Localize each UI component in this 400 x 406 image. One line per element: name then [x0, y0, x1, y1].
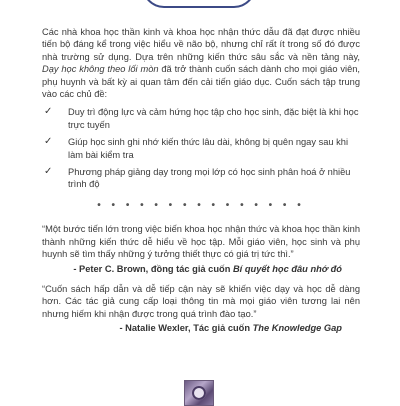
- intro-text-end: đã trở thành cuốn sách dành cho mọi giáo viên, phụ huynh và bất kỳ ai quan tâm đến cải tiến giáo dục. Cuốn sách tập trung vào các chủ đề:: [42, 64, 360, 100]
- intro-text-start: Các nhà khoa học thần kinh và khoa học nhận thức dẫu đã đạt được nhiều tiến bộ đáng kể trong việc hiểu về não bộ, nhưng chỉ rất ít trong số đó được nhà trường sử dụng. Dựa trên những kiến thức sâu sắc và nền tảng này,: [42, 27, 360, 62]
- feature-text: Duy trì động lực và cảm hứng học tập cho học sinh, đặc biệt là khi học trực tuyến: [68, 107, 359, 130]
- dot-divider: • • • • • • • • • • • • • • •: [97, 199, 305, 211]
- list-item: [42, 106, 360, 131]
- quote-text: “Cuốn sách hấp dẫn và dễ tiếp cận này sẽ khiến việc dạy và học dễ dàng hơn. Các tác giả cung cấp loại thông tin mà mọi giáo viên tương lai nên nhưng hiếm khi nhận được trong quá trình đào tạo.”: [42, 283, 360, 319]
- quote-text: “Một bước tiến lớn trong việc biến khoa học nhận thức và khoa học thần kinh thành những kiến thức dễ hiểu về học tập. Mỗi giáo viên, học sinh và phụ huynh sẽ tìm thấy những ý tưởng thiết thực có giá trị tức thì.”: [42, 224, 360, 260]
- quote-attribution: [42, 322, 360, 334]
- feature-text: Giúp học sinh ghi nhớ kiến thức lâu dài, không bị quên ngay sau khi làm bài kiểm tra: [68, 137, 349, 160]
- logo-emblem: [192, 386, 206, 400]
- attribution-work: Bí quyết học đâu nhớ đó: [232, 263, 342, 274]
- check-icon: ✓: [44, 106, 53, 118]
- check-icon: ✓: [44, 136, 53, 148]
- back-cover-text: [42, 26, 360, 335]
- publisher-logo: [184, 380, 214, 406]
- attribution-author: - Natalie Wexler, Tác giả cuốn: [119, 323, 253, 334]
- intro-paragraph: [42, 26, 360, 100]
- feature-text: Phương pháp giảng dạy trong mọi lớp có học sinh phân hoá ở nhiều trình độ: [68, 167, 351, 190]
- quote-attribution: [42, 263, 360, 275]
- list-item: [42, 136, 360, 161]
- top-decorative-arc: [142, 0, 256, 8]
- list-item: [42, 166, 360, 191]
- feature-list: [42, 106, 360, 190]
- check-icon: ✓: [44, 166, 53, 178]
- attribution-author: - Peter C. Brown, đồng tác giả cuốn: [73, 263, 233, 274]
- attribution-work: The Knowledge Gap: [252, 323, 342, 334]
- book-title: Dạy học không theo lối mòn: [42, 64, 159, 75]
